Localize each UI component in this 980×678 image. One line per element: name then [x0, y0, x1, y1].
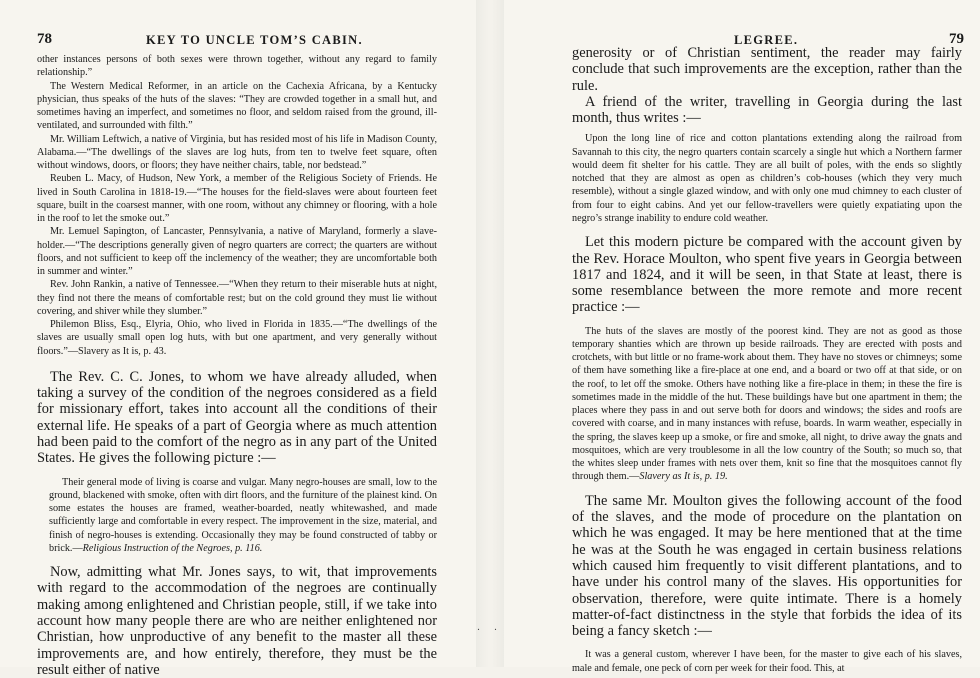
left-page-number: 78 [37, 31, 52, 47]
left-body-paragraph: Now, admitting what Mr. Jones says, to wit, that improvements with regard to the accommodation of the negroes are continually making among enlightened and Christian people, still, if we take into account how many people there are who are neither enlightened nor Christian, how unproductive of any benefit to the master all these improvements are, and how entirely, therefore, they must be the result either of native [37, 564, 437, 678]
right-text-column [572, 45, 962, 675]
left-body-paragraph: The Rev. C. C. Jones, to whom we have already alluded, when taking a survey of the condition of the negroes considered as a field for missionary effort, takes into account all the conditions of their external life. He speaks of a part of Georgia where as much attention had been paid to the comfort of the negro as in any part of the United States. He gives the following picture :— [37, 368, 437, 467]
right-running-title: LEGREE. [734, 33, 799, 47]
right-body-paragraph: A friend of the writer, travelling in Georgia during the last month, thus writes :— [572, 93, 962, 127]
left-small-paragraph: Rev. John Rankin, a native of Tennessee.—“When they return to their miserable huts at night, they find not there the means of comfortable rest; but on the cold ground they must lie without covering, and shiver while they slumber.” [37, 279, 437, 317]
left-quote-text: Their general mode of living is coarse and vulgar. Many negro-houses are small, low to the ground, blackened with smoke, often with dirt floors, and the furniture of the plainest kind. On some estates the houses are framed, weather-boarded, neatly whitewashed, and made sufficiently large and comfortable in every respect. The improvement in the size, material, and finish of negro-houses is extending. Occasionally they may be found constructed of tabby or brick.— [49, 476, 437, 554]
left-small-paragraph: Philemon Bliss, Esq., Elyria, Ohio, who lived in Florida in 1835.—“The dwellings of the slaves are usually small open log huts, with but one apartment, and very generally without floors.”—Slavery as It is, p. 43. [37, 319, 437, 357]
right-body-paragraph: Let this modern picture be compared with the account given by the Rev. Horace Moulton, who spent five years in Georgia between 1817 and 1824, and it will be seen, in that State at least, there is some resemblance between the more remote and more recent practice :— [572, 234, 962, 316]
left-quote-source: Religious Instruction of the Negroes, p. 116. [82, 542, 263, 554]
left-text-column [37, 53, 437, 678]
left-small-paragraph: The Western Medical Reformer, in an article on the Cachexia Africana, by a Kentucky physician, thus speaks of the huts of the slaves: “They are crowded together in a small hut, and sometimes having an imperfect, and sometimes no floor, and seldom raised from the ground, ill-ventilated, and surrounded with filth.” [37, 80, 437, 132]
right-quote-block: It was a general custom, wherever I have been, for the master to give each of his slaves, male and female, one peck of corn per week for their food. This, at [572, 649, 962, 674]
left-quote-block [37, 476, 437, 556]
right-quote-source: Slavery as It is, p. 19. [639, 471, 728, 483]
right-page [504, 0, 980, 674]
right-quote-block [572, 325, 962, 484]
left-page [0, 0, 476, 678]
left-small-paragraph: Reuben L. Macy, of Hudson, New York, a member of the Religious Society of Friends. He lived in South Carolina in 1818-19.—“The houses for the field-slaves were about fourteen feet square, built in the coarsest manner, with one room, without any chimney or flooring, with a hole in the roof to let the smoke out.” [37, 173, 437, 224]
gutter-marks: . . [477, 622, 503, 633]
right-body-paragraph: generosity or of Christian sentiment, the reader may fairly conclude that such improvements are the exception, rather than the rule. [572, 45, 962, 94]
book-gutter [476, 0, 504, 667]
right-quote-text: The huts of the slaves are mostly of the poorest kind. They are not as good as those temporary shanties which are thrown up beside railroads. They are erected with posts and crotchets, with but little or no frame-work about them. They have no stoves or chimneys; some of them have something like a fire-place at one end, and a board or two off at that side, or on the roof, to let off the smoke. Others have nothing like a fire-place in them; in these the fire is sometimes made in the middle of the hut. These buildings have but one apartment in them; the places where they pass in and out serve both for doors and windows; the sides and roofs are covered with coarse, and in many instances with refuse, boards. In warm weather, especially in the spring, the slaves keep up a smoke, or fire and smoke, all night, to drive away the gnats and mosquitoes, which are very troublesome in all the low country of the South; so much so, that the whites sleep under frames with nets over them, knit so fine that the mosquitoes cannot fly through them.— [572, 325, 962, 483]
left-small-paragraph: other instances persons of both sexes were thrown together, without any regard to family relationship.” [37, 54, 437, 79]
right-body-paragraph: The same Mr. Moulton gives the following account of the food of the slaves, and the mode of procedure on the plantation on which he was engaged. It may be here mentioned that at the time he was at the South he was engaged in certain business relations which caused him frequently to visit different plantations, and to have under his control many of the slaves. His opportunities for observation, therefore, were quite intimate. There is a homely matter-of-fact distinctness in the style that forbids the idea of its being a fancy sketch :— [572, 492, 962, 640]
left-small-paragraph: Mr. William Leftwich, a native of Virginia, but has resided most of his life in Madison County, Alabama.—“The dwellings of the slaves are log huts, from ten to twelve feet square, often without windows, doors, or floors; they have neither chairs, table, nor bedstead.” [37, 133, 437, 171]
right-quote-block: Upon the long line of rice and cotton plantations extending along the railroad from Savannah to this city, the negro quarters contain scarcely a single hut which a Northern farmer would deem fit shelter for his cattle. They are all built of poles, with the ends so slightly notched that they are almost as open as children’s cob-houses (which they very much resemble), without a single glazed window, and with only one mud chimney to each cluster of from four to eight cabins. And yet our fellow-travellers were quietly expatiating upon the negro’s strange inability to endure cold weather. [572, 133, 962, 224]
left-small-paragraph: Mr. Lemuel Sapington, of Lancaster, Pennsylvania, a native of Maryland, formerly a slave-holder.—“The descriptions generally given of negro quarters are correct; the quarters are without floors, and not sufficient to keep off the inclemency of the weather; they are uncomfortable both in summer and winter.” [37, 226, 437, 277]
right-page-number: 79 [949, 31, 964, 47]
left-running-title: KEY TO UNCLE TOM’S CABIN. [146, 33, 363, 47]
